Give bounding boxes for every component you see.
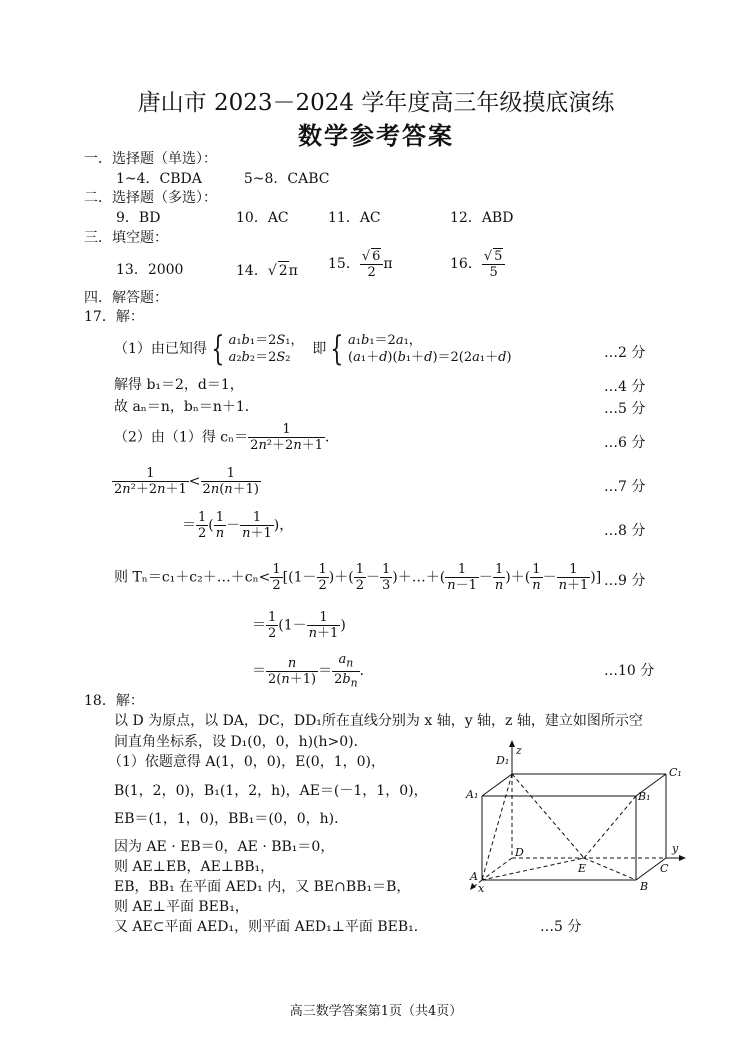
q18-line-10: 又 AE⊂平面 AED₁，则平面 AED₁⊥平面 BEB₁． (114, 919, 428, 935)
answer-10: 10．AC (236, 210, 289, 226)
label-d: D (515, 846, 524, 859)
q17-split: ＝ $\frac{1}{2}$ ( $\frac{1}{n}$ － $\frac{1}{n+1}$ )， (182, 510, 294, 541)
label-e: E (578, 862, 587, 875)
answer-14: 14．√ 2π (236, 263, 298, 279)
segment-d1a (482, 774, 512, 880)
answer-15: 15． $\frac{√ 6}{2}$ π (328, 249, 393, 280)
score-6: …6 分 (604, 435, 646, 451)
score-8: …8 分 (604, 523, 646, 539)
label-x: x (478, 882, 485, 895)
score-9: …9 分 (604, 573, 646, 589)
q17-part1: （1）由已知得 { a₁b₁＝2S₁， a₂b₂＝2S₂ 即 { a₁b₁＝2a₁， (a₁＋d)(b₁＋d)＝2(2a₁＋d) (114, 329, 512, 369)
q18-line-3: （1）依题意得 A(1，0，0)，E(0，1，0)， (108, 754, 385, 770)
q18-label: 18．解： (84, 693, 144, 709)
segment-eb1 (584, 796, 636, 858)
score-5: …5 分 (604, 401, 646, 417)
section-3-heading: 三．填空题： (84, 230, 168, 246)
segment-ae (482, 858, 587, 880)
q18-line-5: EB＝(1，1，0)，BB₁＝(0，0，h)． (114, 811, 349, 827)
q17-telescope: ＝ $\frac{1}{2}$ (1－ $\frac{1}{n+1}$ ) (252, 610, 346, 641)
q18-line-2: 间直角坐标系，设 D₁(0，0，h)(h>0)． (114, 734, 368, 750)
answer-12: 12．ABD (450, 210, 514, 226)
q17-sum: 则 Tₙ＝c₁＋c₂＋…＋cₙ< $\frac{1}{2}$ [(1－ $\frac{1}{2}$ )＋( $\frac{1}{2}$ － $\frac{1}{3}$ )＋…＋( $\frac{1}{n-1}$ － $\frac{1}{n}$ )＋( $\frac{1}{n}$ － $\frac{1}{n+1}$ )] (114, 562, 602, 593)
page-footer: 高三数学答案第1页（共4页） (289, 1004, 463, 1019)
q18-line-6: 因为 AE · EB＝0，AE · BB₁＝0， (114, 839, 335, 855)
label-z: z (516, 744, 522, 757)
label-a1: A₁ (466, 788, 479, 801)
label-y: y (672, 842, 679, 855)
answer-9: 9．BD (116, 210, 161, 226)
label-b1: B₁ (638, 790, 651, 803)
score-4: …4 分 (604, 379, 646, 395)
answer-13: 13．2000 (116, 262, 184, 278)
q18-score-5: …5 分 (540, 919, 582, 935)
answer-16: 16． $\frac{√ 5}{5}$ (450, 248, 505, 280)
score-2: …2 分 (604, 345, 646, 361)
section-2-heading: 二．选择题（多选）： (84, 190, 217, 206)
label-b: B (640, 880, 649, 893)
label-c: C (660, 862, 669, 875)
section-1-heading: 一．选择题（单选）： (84, 151, 217, 167)
score-7: …7 分 (604, 479, 646, 495)
answer-11: 11．AC (328, 210, 381, 226)
label-d1: D₁ (496, 754, 510, 767)
q17-label: 17．解： (84, 309, 144, 325)
single-choice-answers: 1~4．CBDA 5~8．CABC (116, 171, 330, 187)
score-10: …10 分 (604, 663, 655, 679)
q17-result: ＝ $\frac{n}{2(n+1)}$ ＝ $\frac{a_n}{2b_n}$ ． (252, 652, 374, 690)
q18-line-7: 则 AE⊥EB，AE⊥BB₁， (114, 859, 275, 875)
edge-a1d1 (482, 774, 512, 796)
q17-part2: （2）由（1）得 cₙ＝ $\frac{1}{\text{2n²＋2n＋1}}$ ． (114, 422, 339, 453)
label-c1: C₁ (669, 766, 682, 779)
q17-solve: 解得 b₁＝2，d＝1， (114, 377, 244, 393)
q17-conclude: 故 aₙ＝n，bₙ＝n＋1． (114, 399, 259, 415)
page-subtitle: 数学参考答案 (298, 121, 454, 150)
label-a: A (470, 870, 478, 883)
q18-line-1: 以 D 为原点，以 DA，DC，DD₁所在直线分别为 x 轴，y 轴，z 轴，建立如图所示空 (114, 713, 643, 729)
q18-line-9: 则 AE⊥平面 BEB₁， (114, 899, 249, 915)
segment-eb (584, 858, 636, 880)
q18-line-4: B(1，2，0)，B₁(1，2，h)，AE＝(－1，1，0)， (114, 783, 428, 799)
q17-inequality: $\frac{1}{\text{2n²＋2n＋1}}$ < $\frac{1}{2n(n+1)}$ (114, 466, 259, 497)
page-title: 唐山市 2023－2024 学年度高三年级摸底演练 (137, 90, 615, 116)
section-4-heading: 四．解答题： (84, 290, 168, 306)
prism-figure (460, 740, 690, 900)
q18-line-8: EB，BB₁ 在平面 AED₁ 内，又 BE∩BB₁＝B， (114, 879, 411, 895)
